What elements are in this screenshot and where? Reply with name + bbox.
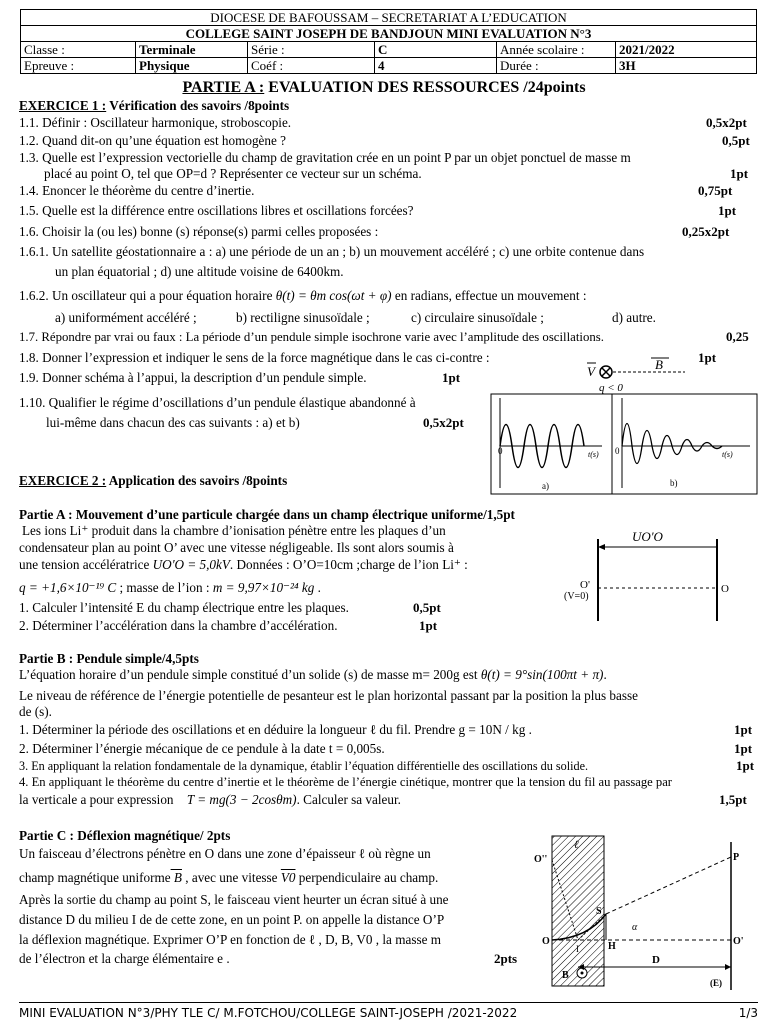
- condensateur-figure: [560, 525, 760, 625]
- uoo-label: UO'O: [632, 529, 663, 544]
- oscillation-figures: [490, 393, 758, 495]
- q1-6-2a: 1.6.2. Un oscillateur qui a pour équation horaire: [19, 288, 273, 303]
- i-label: I: [576, 944, 579, 954]
- pb-q4b: [19, 792, 401, 808]
- pc-p: 2pts: [494, 951, 518, 966]
- duree-value: 3H: [616, 58, 757, 74]
- pa-l3: [19, 557, 468, 573]
- p-label: P: [733, 852, 740, 863]
- footer: [19, 1006, 758, 1020]
- osc-a-label: a): [542, 481, 549, 491]
- pb-p1: 1pt: [734, 722, 753, 737]
- p1-9: 1pt: [442, 370, 461, 385]
- pb-l1b: .: [603, 667, 607, 682]
- osc-a-t-label: t(s): [588, 450, 599, 459]
- q1-5: 1.5. Quelle est la différence entre oscillations libres et oscillations forcées?: [19, 203, 414, 218]
- pb-p4: 1,5pt: [719, 792, 747, 807]
- q1-6-1b: un plan équatorial ; d) une altitude voisine de 6400km.: [55, 264, 344, 279]
- e-label: (E): [710, 978, 722, 988]
- partie-c-title: Partie C : Déflexion magnétique/ 2pts: [19, 828, 231, 843]
- pc-l6: de l’électron et la charge élémentaire e .: [19, 951, 230, 966]
- pc-l2a: champ magnétique uniforme: [19, 870, 171, 885]
- pa-l3-equation: UO'O = 5,0kV: [152, 557, 230, 572]
- o-prime-label: O': [580, 579, 590, 591]
- p1-5: 1pt: [718, 203, 737, 218]
- pc-l5: la déflexion magnétique. Exprimer O’P en fonction de ℓ , D, B, V0 , la masse m: [19, 932, 441, 947]
- serie-label: Série :: [248, 42, 375, 58]
- college: COLLEGE SAINT JOSEPH DE BANDJOUN MINI EVALUATION N°3: [21, 26, 757, 42]
- p1-6: 0,25x2pt: [682, 224, 730, 239]
- option-a: a) uniformément accéléré ;: [55, 310, 197, 325]
- pa-l4-end: .: [314, 580, 321, 595]
- pb-q4c: . Calculer sa valeur.: [296, 792, 401, 807]
- o-dd-label: O'': [534, 854, 548, 865]
- pb-l1-equation: θ(t) = 9°sin(100πt + π): [480, 667, 604, 682]
- pa-l3a: une tension accélératrice: [19, 557, 150, 572]
- v-label: V: [587, 364, 595, 379]
- pb-l1a: L’équation horaire d’un pendule simple constitué d’un solide (s) de masse m= 200g est: [19, 667, 478, 682]
- pa-l1: Les ions Li⁺ produit dans la chambre d’ionisation pénètre entre les plaques d’un: [22, 523, 446, 538]
- pc-l2-v0: V0: [280, 870, 296, 885]
- exercice2-label: EXERCICE 2 :: [19, 473, 107, 488]
- p1-2: 0,5pt: [722, 133, 750, 148]
- q1-1: 1.1. Définir : Oscillateur harmonique, stroboscopie.: [19, 115, 292, 130]
- b-label: B: [562, 970, 569, 981]
- q1-6-2-equation: θ(t) = θm cos(ωt + φ): [275, 288, 392, 303]
- q1-6-1a: 1.6.1. Un satellite géostationnaire a : a) une période de un an ; b) un mouvement accéléré ; c) une orbite contenue dans: [19, 244, 645, 259]
- coef-label: Coéf :: [248, 58, 375, 74]
- pa-p2: 1pt: [419, 618, 438, 633]
- pa-l4-mid: ; masse de l’ion :: [116, 580, 213, 595]
- page-number: 1/3: [738, 1006, 758, 1020]
- pb-q2: 2. Déterminer l’énergie mécanique de ce pendule à la date t = 0,005s.: [19, 741, 385, 756]
- o-label: O: [542, 936, 550, 947]
- classe-label: Classe :: [21, 42, 136, 58]
- l-label: ℓ: [574, 839, 579, 851]
- pb-q3: 3. En appliquant la relation fondamentale de la dynamique, établir l’équation différentielle des oscillations du solide.: [19, 759, 589, 773]
- pb-p3: 1pt: [736, 758, 755, 773]
- exercice1-label: EXERCICE 1 :: [19, 98, 107, 113]
- tension-arrowhead: [598, 544, 605, 550]
- osc-b-curve: [622, 424, 722, 464]
- epreuve-label: Epreuve :: [21, 58, 136, 74]
- header-table: [20, 9, 757, 74]
- pa-l4-mass: m = 9,97×10⁻²⁴ kg: [212, 580, 315, 595]
- footer-text: MINI EVALUATION N°3/PHY TLE C/ M.FOTCHOU/COLLEGE SAINT-JOSEPH /2021-2022: [19, 1006, 518, 1020]
- osc-b-label: b): [670, 478, 678, 488]
- footer-rule: [19, 1002, 758, 1003]
- v-zero-label: (V=0): [564, 591, 589, 602]
- partie-a-title: [0, 79, 768, 97]
- p1-1: 0,5x2pt: [706, 115, 747, 130]
- p1-8: 1pt: [698, 350, 717, 365]
- pb-l2: Le niveau de référence de l’énergie potentielle de pesanteur est le plan horizontal passant par la position la plus basse: [19, 688, 638, 703]
- pc-l2: [19, 870, 438, 886]
- h-label: H: [608, 941, 616, 952]
- option-c: c) circulaire sinusoïdale ;: [411, 310, 544, 325]
- osc-b-t-label: t(s): [722, 450, 733, 459]
- pa-l4-charge: q = +1,6×10⁻¹⁹ C: [19, 580, 117, 595]
- force-figure: [583, 356, 693, 396]
- p1-7: 0,25: [726, 329, 749, 344]
- b-label: B: [655, 357, 663, 372]
- annee-label: Année scolaire :: [497, 42, 616, 58]
- partie-a-label: PARTIE A :: [182, 79, 265, 96]
- diocese: DIOCESE DE BAFOUSSAM – SECRETARIAT A L’EDUCATION: [21, 10, 757, 26]
- q1-2: 1.2. Quand dit-on qu’une équation est homogène ?: [19, 133, 286, 148]
- pa-l3b: . Données : O’O=10cm ;charge de l’ion Li⁺ :: [229, 557, 468, 572]
- pb-p2: 1pt: [734, 741, 753, 756]
- partie-a-subtitle: Partie A : Mouvement d’une particule chargée dans un champ électrique uniforme/1,5pt: [19, 507, 515, 522]
- p1-3: 1pt: [730, 166, 749, 181]
- q1-9: 1.9. Donner schéma à l’appui, la description d’un pendule simple.: [19, 370, 367, 385]
- pa-l4: [19, 580, 321, 596]
- pb-q4a: 4. En appliquant le théorème du centre d’inertie et le théorème de l’énergie cinétique, montrer que la tension du fil au passage par: [19, 775, 672, 789]
- exercice1-heading: [19, 98, 289, 114]
- pc-l2-b: B: [170, 870, 182, 885]
- deflexion-figure: [530, 832, 760, 997]
- option-d: d) autre.: [612, 310, 656, 325]
- annee-value: 2021/2022: [616, 42, 757, 58]
- pb-q1: 1. Déterminer la période des oscillations et en déduire la longueur ℓ du fil. Prendre g = 10N / kg .: [19, 722, 532, 737]
- pc-l3: Après la sortie du champ au point S, le faisceau vient heurter un écran situé à une: [19, 892, 449, 907]
- osc-frame: [491, 394, 757, 494]
- b-out-dot: [581, 972, 584, 975]
- s-label: S: [596, 906, 602, 917]
- pa-q1: 1. Calculer l’intensité E du champ électrique entre les plaques.: [19, 600, 349, 615]
- oprime-label: O': [733, 936, 744, 947]
- pc-l1: Un faisceau d’électrons pénètre en O dans une zone d’épaisseur ℓ où règne un: [19, 846, 431, 861]
- exercice2-title: Application des savoirs /8points: [106, 473, 288, 488]
- classe-value: Terminale: [136, 42, 248, 58]
- p1-4: 0,75pt: [698, 183, 733, 198]
- pc-l2c: , avec une vitesse: [181, 870, 281, 885]
- q1-8: 1.8. Donner l’expression et indiquer le sens de la force magnétique dans le cas ci-contre :: [19, 350, 490, 365]
- o-label: O: [721, 583, 729, 595]
- pa-l2: condensateur plan au point O’ avec une vitesse négligeable. Ils sont alors soumis à: [19, 540, 454, 555]
- serie-value: C: [375, 42, 497, 58]
- partie-b-title: Partie B : Pendule simple/4,5pts: [19, 651, 199, 666]
- q1-3a: 1.3. Quelle est l’expression vectorielle du champ de gravitation crée en un point P par un objet ponctuel de masse m: [19, 150, 631, 165]
- coef-value: 4: [375, 58, 497, 74]
- q1-6-2: [19, 288, 587, 304]
- epreuve-value: Physique: [136, 58, 248, 74]
- q-label: q < 0: [599, 382, 623, 394]
- exercice2-heading: [19, 473, 287, 489]
- trajectory-out: [606, 857, 731, 914]
- exercice1-title: Vérification des savoirs /8points: [106, 98, 290, 113]
- partie-a-text: EVALUATION DES RESSOURCES /24points: [264, 79, 586, 96]
- duree-label: Durée :: [497, 58, 616, 74]
- pc-l2e: perpendiculaire au champ.: [295, 870, 439, 885]
- pb-l1: [19, 667, 607, 683]
- alpha-label: α: [632, 922, 638, 933]
- p1-10: 0,5x2pt: [423, 415, 464, 430]
- d-arrowhead-right: [725, 964, 731, 970]
- pa-q2: 2. Déterminer l’accélération dans la chambre d’accélération.: [19, 618, 338, 633]
- q1-3b: placé au point O, tel que OP=d ? Représenter ce vecteur sur un schéma.: [44, 166, 422, 181]
- q1-10b: lui-même dans chacun des cas suivants : a) et b): [46, 415, 300, 430]
- pb-q4-equation: T = mg(3 − 2cosθm): [186, 792, 297, 807]
- q1-4: 1.4. Enoncer le théorème du centre d’inertie.: [19, 183, 255, 198]
- d-label: D: [652, 954, 660, 966]
- pc-l4: distance D du milieu I de de cette zone, en un point P. on appelle la distance O’P: [19, 912, 445, 927]
- q1-10a: 1.10. Qualifier le régime d’oscillations d’un pendule élastique abandonné à: [19, 395, 416, 410]
- option-b: b) rectiligne sinusoïdale ;: [236, 310, 370, 325]
- pb-q4b-text: la verticale a pour expression: [19, 792, 174, 807]
- q1-7: 1.7. Répondre par vrai ou faux : La période d’un pendule simple isochrone varie avec l’amplitude des oscillations.: [19, 330, 604, 344]
- q1-6-2b: en radians, effectue un mouvement :: [394, 288, 587, 303]
- osc-b-zero: 0: [615, 446, 620, 456]
- q1-6: 1.6. Choisir la (ou les) bonne (s) réponse(s) parmi celles proposées :: [19, 224, 379, 239]
- pa-p1: 0,5pt: [413, 600, 441, 615]
- pb-l3: de (s).: [19, 704, 52, 719]
- osc-a-zero: 0: [498, 446, 503, 456]
